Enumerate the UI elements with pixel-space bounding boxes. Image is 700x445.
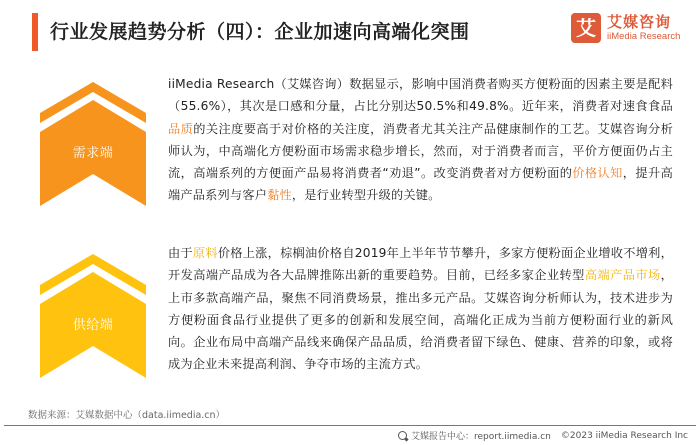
highlight-stickiness: 黏性 (267, 188, 292, 203)
footer-divider (4, 425, 696, 426)
footer (398, 429, 688, 442)
report-center-link[interactable]: 艾媒报告中心：report.iimedia.cn (410, 432, 551, 442)
highlight-high-end-market: 高端产品市场 (584, 268, 661, 283)
demand-side-label: 需求端 (72, 146, 114, 161)
title-accent-bar (32, 13, 38, 51)
supply-side-paragraph (168, 242, 673, 376)
text-run: iiMedia Research（艾媒咨询）数据显示，影响中国消费者购买方便粉面的因素主要是配料（55.6%），其次是口感和分量，占比分别达50.5%和49.8%。近年来，消费者对速食食品 (168, 77, 673, 114)
text-run: ，提升高端产品系列与客户 (168, 166, 673, 203)
text-run: ，是行业转型升级的关键。 (291, 188, 441, 203)
copyright: ©2023 iiMedia Research Inc (560, 430, 688, 441)
supply-side-chevron (38, 252, 148, 380)
demand-side-paragraph (168, 73, 673, 207)
logo-name-cn: 艾媒咨询 (607, 12, 672, 31)
page-title: 行业发展趋势分析（四）：企业加速向高端化突围 (50, 21, 470, 43)
text-run: 价格上涨，棕榈油价格自2019年上半年节节攀升，多家方便粉面企业增收不增利，开发高端产品成为各大品牌推陈出新的重要趋势。目前，已经多家企业转型 (168, 246, 673, 283)
text-run: 的关注度要高于对价格的关注度，消费者尤其关注产品健康制作的工艺。艾媒咨询分析师认为，中高端化方便粉面市场需求稳步增长，然而，对于消费者而言，平价方便面仍占主流，高端系列的方便面产品易将消费者“劝退”。改变消费者对方便粉面的 (168, 121, 673, 181)
data-source-note: 数据来源：艾媒数据中心（data.iimedia.cn） (28, 410, 226, 421)
highlight-raw-materials: 原料 (192, 246, 218, 260)
logo-mark-icon: 艾 (571, 13, 601, 43)
logo-text (607, 14, 680, 43)
supply-side-label: 供给端 (72, 318, 114, 333)
text-run: ，上市多款高端产品，聚焦不同消费场景，推出多元产品。艾媒咨询分析师认为，技术进步为方便粉面食品行业提供了更多的创新和发展空间，高端化正成为当前方便粉面行业的新风向。企业布局中高端产品线来确保产品品质，给消费者留下绿色、健康、营养的印象，或将成为企业未来提高利润、争夺市场的主流方式。 (168, 268, 673, 372)
text-run: 由于 (168, 246, 193, 260)
demand-side-chevron (38, 80, 148, 208)
iimedia-logo (571, 13, 680, 43)
highlight-price-perception: 价格认知 (572, 166, 623, 181)
highlight-quality: 品质 (168, 121, 194, 136)
logo-name-en: iiMedia Research (607, 30, 681, 42)
search-report-icon (398, 431, 407, 440)
